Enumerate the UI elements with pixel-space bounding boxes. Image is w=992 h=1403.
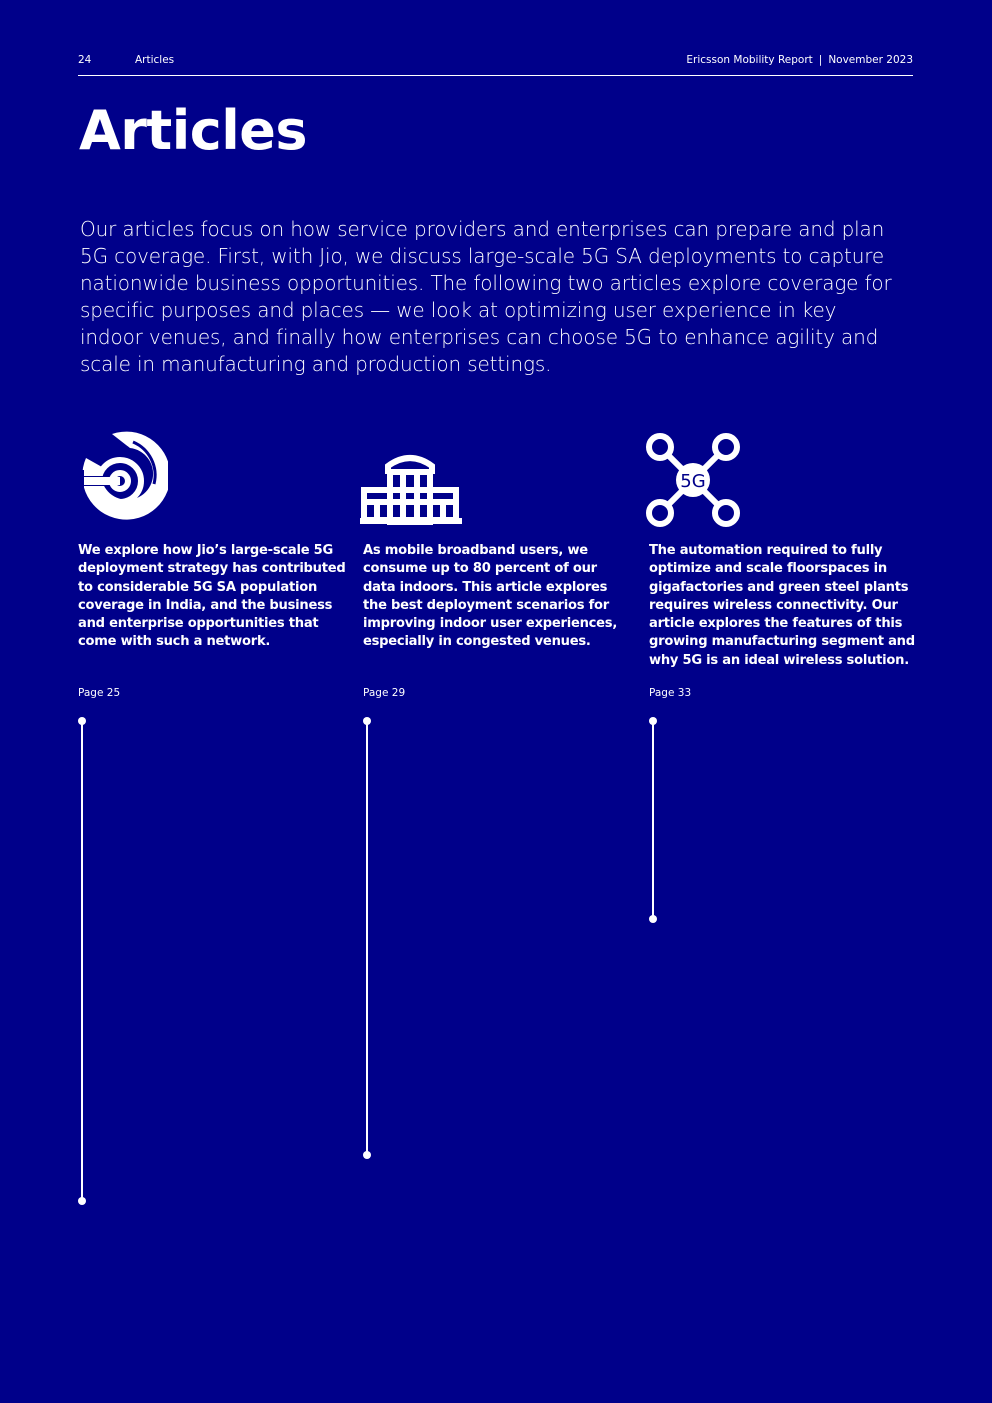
timeline-line: [78, 719, 86, 1203]
timeline-line: [649, 719, 657, 923]
timeline-bar: [652, 721, 654, 919]
timeline-end-dot: [649, 915, 657, 923]
timeline-end-dot: [78, 1197, 86, 1205]
intro-paragraph: Our articles focus on how service providers and enterprises can prepare and plan 5G coverage. First, with Jio, we discuss large-scale 5G SA deployments to capture nationwide business opportunities. The following two articles explore coverage for specific purposes and places — we look at optimizing user experience in key indoor venues, and finally how enterprises can choose 5G to enhance agility and scale in manufacturing and production settings.: [80, 217, 892, 376]
page-link[interactable]: Page 29: [363, 687, 406, 699]
timeline-bar: [81, 721, 83, 1201]
header-separator: |: [818, 54, 823, 66]
article-description: As mobile broadband users, we consume up to 80 percent of our data indoors. This article explores the best deployment scenarios for improving indoor user experiences, especially in congested venues.: [363, 543, 618, 650]
section-label: Articles: [135, 54, 175, 66]
timeline-bar: [366, 721, 368, 1155]
timeline-line: [363, 719, 371, 1159]
report-date: November 2023: [828, 54, 913, 66]
page-title: Articles: [79, 99, 308, 162]
article-description: The automation required to fully optimize and scale floorspaces in gigafactories and green steel plants requires wireless connectivity. Our article explores the features of this growing manufacturing segment and why 5G is an ideal wireless solution.: [649, 543, 915, 668]
page-number: 24: [78, 54, 92, 66]
report-title: Ericsson Mobility Report: [686, 54, 813, 66]
5g-network-icon: [645, 432, 741, 532]
5g-label: 5G: [680, 471, 706, 492]
timeline-end-dot: [363, 1151, 371, 1159]
building-venue-icon: [360, 452, 462, 530]
target-radar-icon: [78, 430, 168, 530]
page-link[interactable]: Page 33: [649, 687, 692, 699]
page-link[interactable]: Page 25: [78, 687, 121, 699]
report-meta: [686, 54, 913, 66]
article-description: We explore how Jio’s large-scale 5G deployment strategy has contributed to considerable 5G SA population coverage in India, and the business and enterprise opportunities that come with such a network.: [78, 543, 346, 650]
page-header: [78, 53, 913, 76]
